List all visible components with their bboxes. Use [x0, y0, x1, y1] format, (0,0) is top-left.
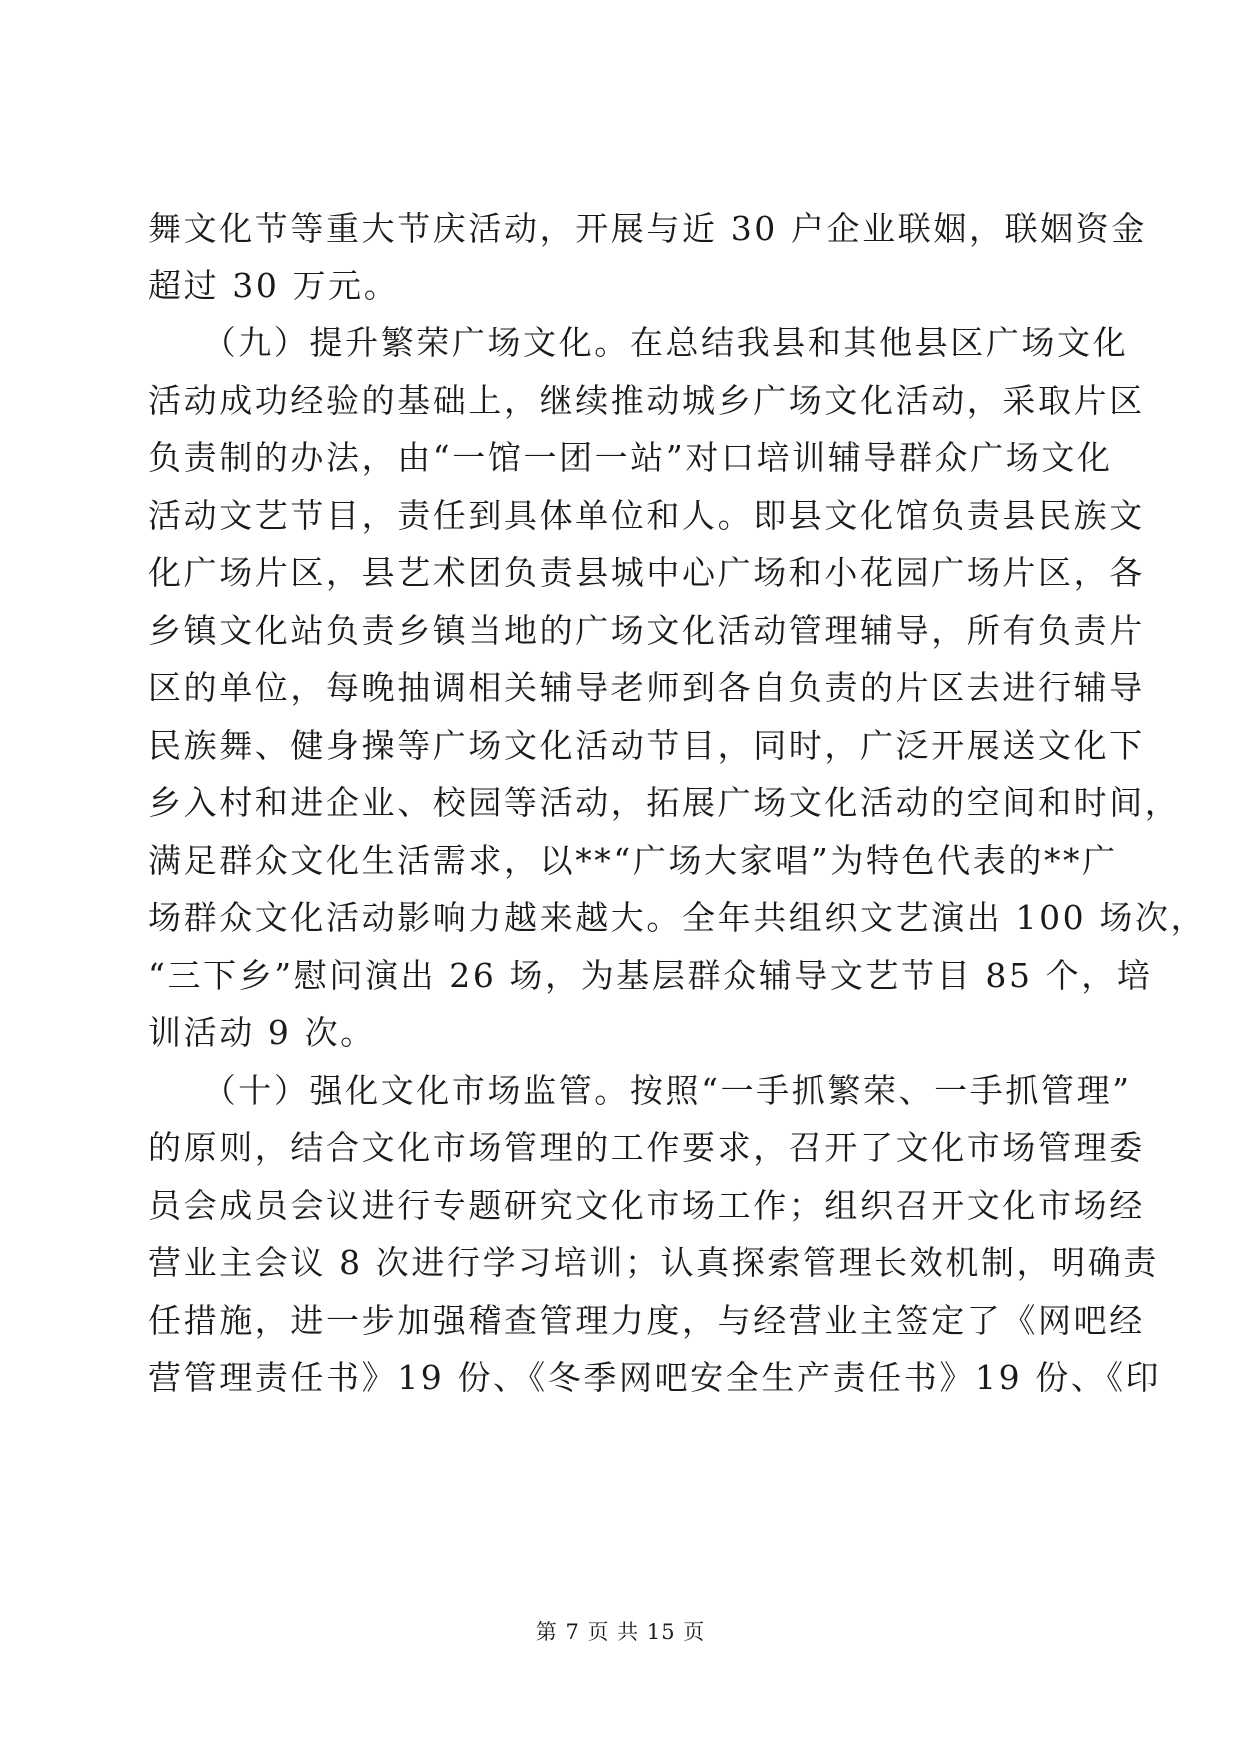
page-number-footer: 第 7 页 共 15 页: [535, 1620, 706, 1644]
text-line-1: 舞文化节等重大节庆活动，开展与近 30 户企业联姻，联姻资金: [148, 209, 1147, 248]
text-line-9: 区的单位，每晚抽调相关辅导老师到各自负责的片区去进行辅导: [148, 668, 1145, 707]
text-line-8: 乡镇文化站负责乡镇当地的广场文化活动管理辅导，所有负责片: [148, 611, 1145, 650]
text-line-13: 场群众文化活动影响力越来越大。全年共组织文艺演出 100 场次，: [148, 898, 1207, 937]
text-line-18: 员会成员会议进行专题研究文化市场工作；组织召开文化市场经: [148, 1186, 1145, 1225]
text-line-14: “三下乡”慰问演出 26 场，为基层群众辅导文艺节目 85 个，培: [148, 956, 1153, 995]
text-line-19: 营业主会议 8 次进行学习培训；认真探索管理长效机制，明确责: [148, 1243, 1159, 1282]
text-line-10: 民族舞、健身操等广场文化活动节目，同时，广泛开展送文化下: [148, 726, 1145, 765]
text-line-7: 化广场片区，县艺术团负责县城中心广场和小花园广场片区，各: [148, 553, 1145, 592]
section-heading-ten-line: （十）强化文化市场监管。按照“一手抓繁荣、一手抓管理”: [148, 1071, 1132, 1110]
text-line-12: 满足群众文化生活需求，以**“广场大家唱”为特色代表的**广: [148, 841, 1118, 880]
text-line-2: 超过 30 万元。: [148, 266, 400, 305]
text-line-11: 乡入村和进企业、校园等活动，拓展广场文化活动的空间和时间，: [148, 783, 1181, 822]
text-line-15: 训活动 9 次。: [148, 1013, 376, 1052]
text-line-21: 营管理责任书》19 份、《冬季网吧安全生产责任书》19 份、《印: [148, 1358, 1162, 1397]
section-heading-nine-line: （九）提升繁荣广场文化。在总结我县和其他县区广场文化: [148, 323, 1129, 362]
text-line-20: 任措施，进一步加强稽查管理力度，与经营业主签定了《网吧经: [148, 1301, 1145, 1340]
text-line-5: 负责制的办法，由“一馆一团一站”对口培训辅导群众广场文化: [148, 438, 1113, 477]
text-line-4: 活动成功经验的基础上，继续推动城乡广场文化活动，采取片区: [148, 381, 1145, 420]
text-line-6: 活动文艺节目，责任到具体单位和人。即县文化馆负责县民族文: [148, 496, 1145, 535]
text-line-17: 的原则，结合文化市场管理的工作要求，召开了文化市场管理委: [148, 1128, 1145, 1167]
